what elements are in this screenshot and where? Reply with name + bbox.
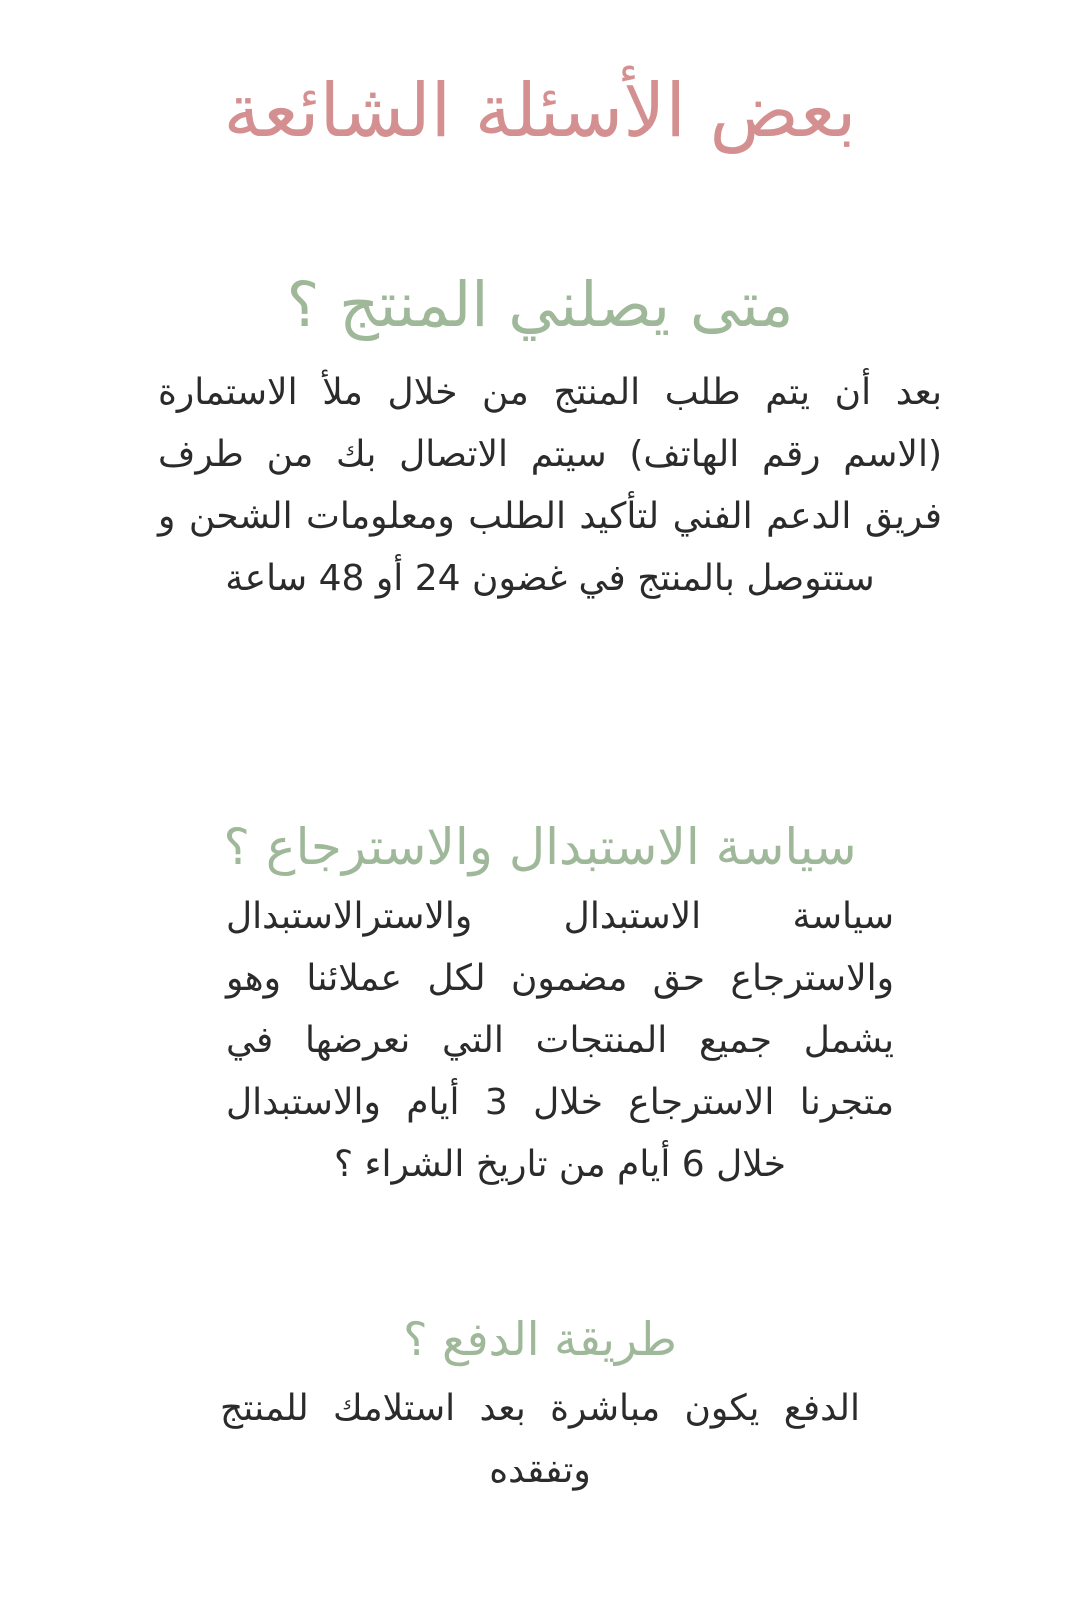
faq-question: سياسة الاستبدال والاسترجاع ؟ xyxy=(223,818,857,876)
faq-question: طريقة الدفع ؟ xyxy=(403,1312,677,1366)
page-title: بعض الأسئلة الشائعة xyxy=(223,68,857,154)
faq-answer: سياسة الاستبدال والاسترالاستبدال والاسترجاع حق مضمون لكل عملائنا وهو يشمل جميع المنتجات التي نعرضها في متجرنا الاسترجاع خلال 3 أيام والاستبدال خلال 6 أيام من تاريخ الشراء ؟ xyxy=(226,896,894,1185)
faq-question: متى يصلني المنتج ؟ xyxy=(286,268,794,341)
faq-answer: الدفع يكون مباشرة بعد استلامك للمنتج وتفقده xyxy=(220,1388,860,1491)
faq-answer: بعد أن يتم طلب المنتج من خلال ملأ الاستمارة (الاسم رقم الهاتف) سيتم الاتصال بك من طرف فريق الدعم الفني لتأكيد الطلب ومعلومات الشحن و ستتوصل بالمنتج في غضون 24 أو 48 ساعة xyxy=(158,372,942,599)
